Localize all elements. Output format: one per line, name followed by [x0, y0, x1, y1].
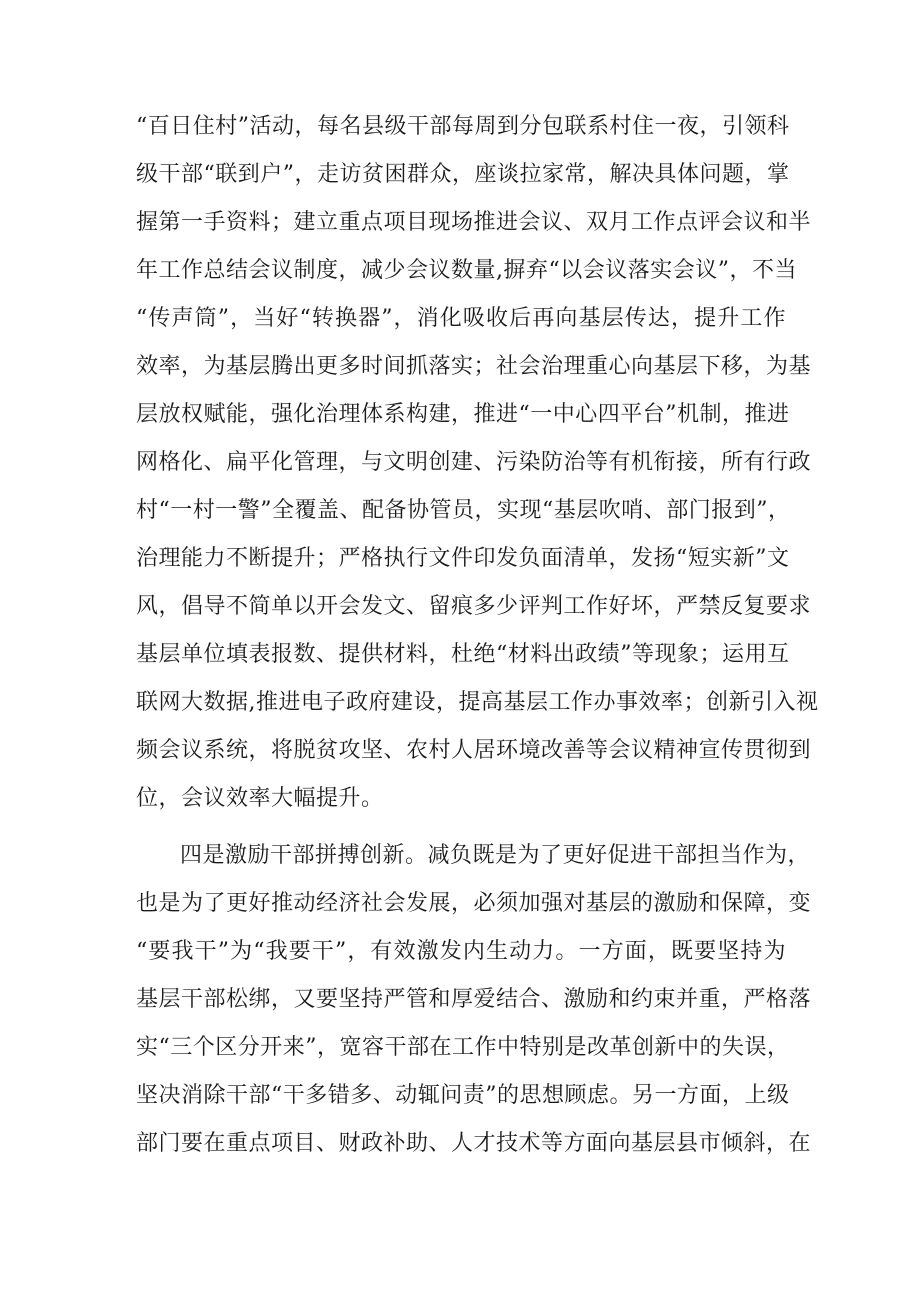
- text-line: 基层单位填表报数、提供材料，杜绝“材料出政绩”等现象；运用互: [136, 642, 790, 667]
- text-line: 风，倡导不简单以开会发文、留痕多少评判工作好坏，严禁反复要求: [136, 594, 812, 619]
- text-line: 实“三个区分开来”，宽容干部在工作中特别是改革创新中的失误，: [136, 1035, 790, 1060]
- text-line: 级干部“联到户”，走访贫困群众，座谈拉家常，解决具体问题，掌: [136, 162, 790, 187]
- text-line: 也是为了更好推动经济社会发展，必须加强对基层的激励和保障，变: [136, 891, 812, 916]
- text-line: 村“一村一警”全覆盖、配备协管员，实现“基层吹哨、部门报到”，: [136, 498, 791, 523]
- text-line: 治理能力不断提升；严格执行文件印发负面清单，发扬“短实新”文: [136, 546, 790, 571]
- text-line: “百日住村”活动，每名县级干部每周到分包联系村住一夜，引领科: [136, 114, 790, 139]
- text-line: 基层干部松绑，又要坚持严管和厚爱结合、激励和约束并重，严格落: [136, 987, 812, 1012]
- text-line: 位，会议效率大幅提升。: [136, 786, 384, 811]
- text-line: 网格化、扁平化管理，与文明创建、污染防治等有机衔接，所有行政: [136, 450, 812, 475]
- text-line: 效率，为基层腾出更多时间抓落实；社会治理重心向基层下移，为基: [136, 354, 812, 379]
- text-line: 联网大数据,推进电子政府建设，提高基层工作办事效率；创新引入视: [136, 690, 819, 715]
- paragraph-1: [136, 103, 819, 823]
- text-line-indented: 四是激励干部拼搏创新。减负既是为了更好促进干部担当作为，: [180, 843, 811, 868]
- text-line: 坚决消除干部“干多错多、动辄问责”的思想顾虑。另一方面，上级: [136, 1083, 790, 1108]
- text-line: 部门要在重点项目、财政补助、人才技术等方面向基层县市倾斜，在: [136, 1131, 812, 1156]
- text-line: “传声筒”，当好“转换器”，消化吸收后再向基层传达，提升工作: [136, 306, 786, 331]
- text-line: 年工作总结会议制度，减少会议数量,摒弃“以会议落实会议”，不当: [136, 258, 797, 283]
- paragraph-2: [136, 832, 812, 1168]
- text-line: “要我干”为“我要干”，有效激发内生动力。一方面，既要坚持为: [136, 939, 786, 964]
- text-line: 频会议系统，将脱贫攻坚、农村人居环境改善等会议精神宣传贯彻到: [136, 738, 812, 763]
- text-line: 层放权赋能，强化治理体系构建，推进“一中心四平台”机制，推进: [136, 402, 790, 427]
- text-line: 握第一手资料；建立重点项目现场推进会议、双月工作点评会议和半: [136, 210, 812, 235]
